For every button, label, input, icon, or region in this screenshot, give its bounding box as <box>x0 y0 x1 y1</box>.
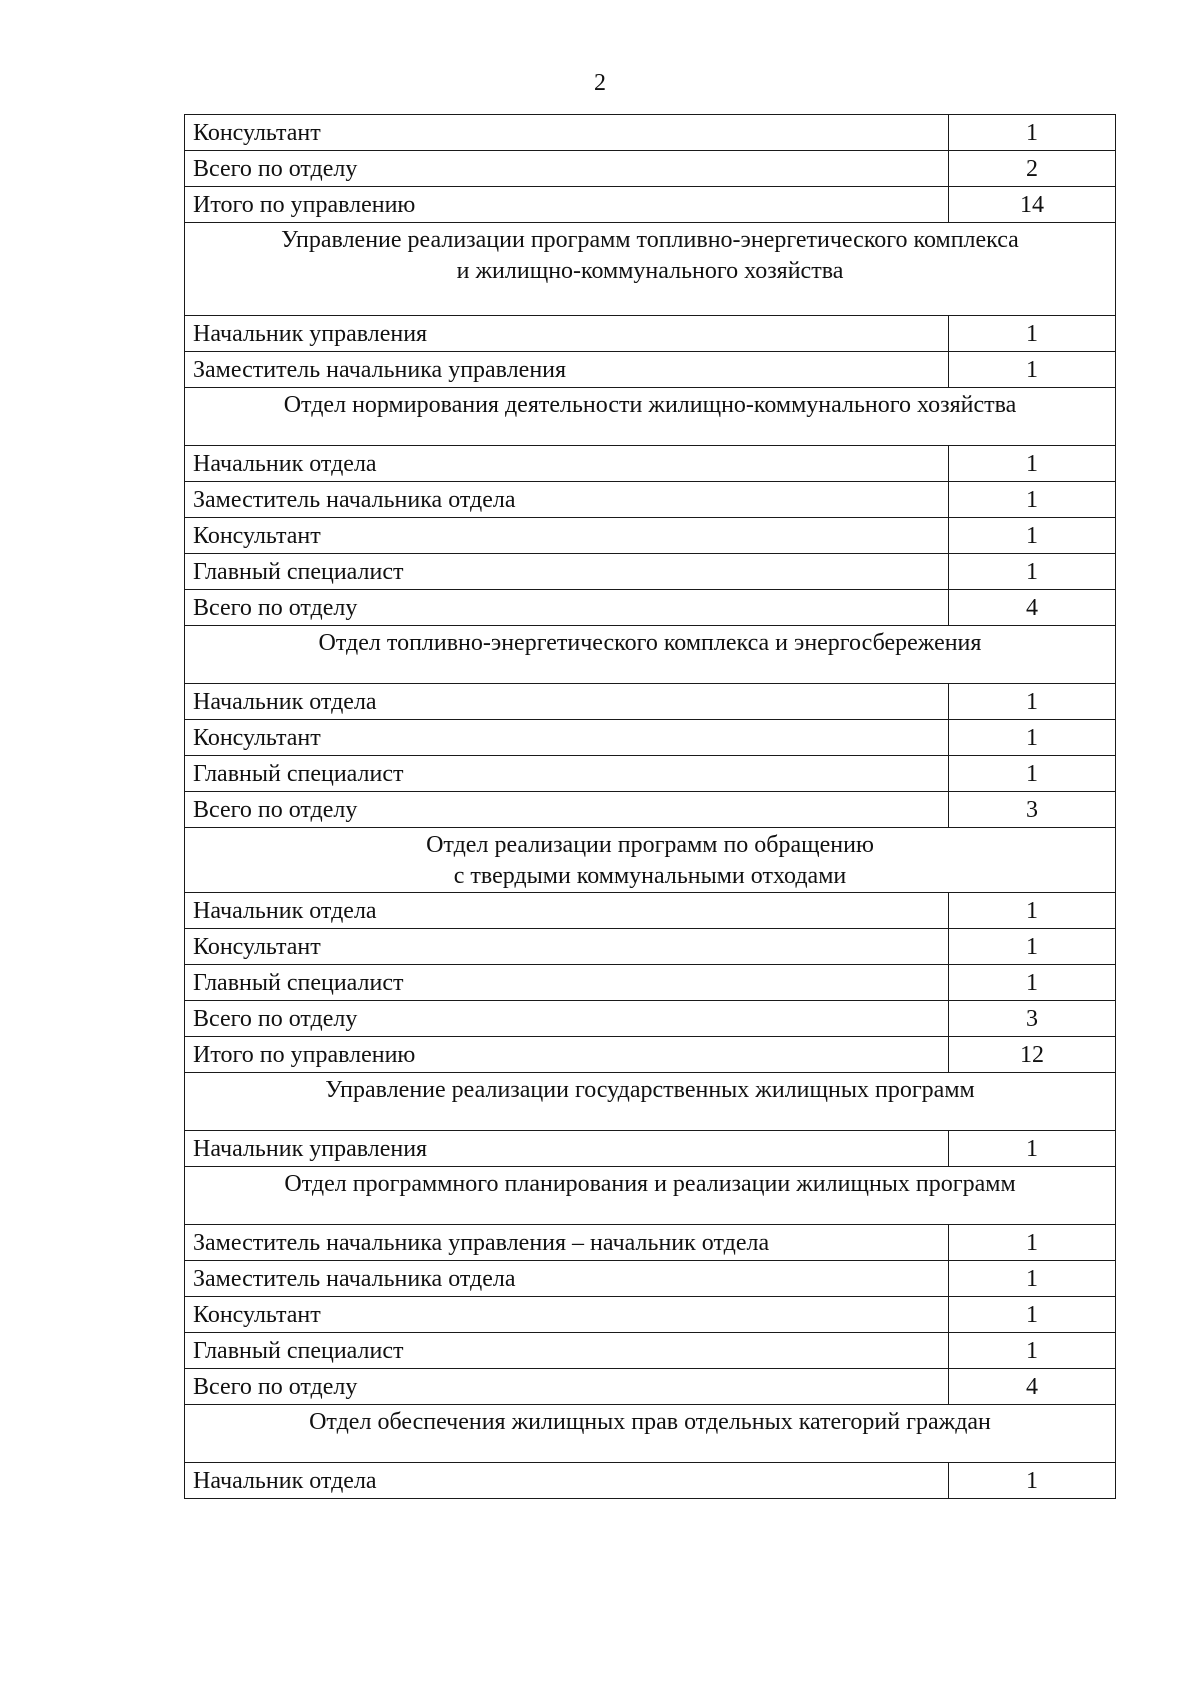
position-title: Главный специалист <box>185 965 949 1001</box>
section-header-row <box>185 828 1116 893</box>
position-count: 1 <box>949 720 1116 756</box>
section-header-row <box>185 1167 1116 1225</box>
section-header-row <box>185 626 1116 684</box>
section-title-line: с твердыми коммунальными отходами <box>453 863 847 889</box>
section-title <box>185 1167 1116 1225</box>
position-row <box>185 929 1116 965</box>
position-count: 1 <box>949 684 1116 720</box>
position-count: 1 <box>949 965 1116 1001</box>
position-count: 4 <box>949 590 1116 626</box>
position-count: 1 <box>949 1333 1116 1369</box>
position-count: 1 <box>949 316 1116 352</box>
position-title: Всего по отделу <box>185 1369 949 1405</box>
section-title-line: Отдел программного планирования и реализации жилищных программ <box>284 1171 1016 1197</box>
section-header-row <box>185 388 1116 446</box>
section-title <box>185 828 1116 893</box>
position-count: 12 <box>949 1037 1116 1073</box>
section-title-line: Управление реализации программ топливно-энергетического комплекса <box>281 227 1019 253</box>
section-title <box>185 626 1116 684</box>
position-count: 1 <box>949 1131 1116 1167</box>
section-title <box>185 388 1116 446</box>
position-row <box>185 1261 1116 1297</box>
position-count: 1 <box>949 482 1116 518</box>
position-count: 1 <box>949 518 1116 554</box>
section-title-line: и жилищно-коммунального хозяйства <box>456 258 844 284</box>
section-title-line: Отдел реализации программ по обращению <box>426 832 874 858</box>
position-count: 1 <box>949 1463 1116 1499</box>
position-row <box>185 590 1116 626</box>
staffing-table <box>184 114 1116 1499</box>
position-count: 4 <box>949 1369 1116 1405</box>
position-row <box>185 756 1116 792</box>
position-count: 3 <box>949 1001 1116 1037</box>
position-count: 1 <box>949 1225 1116 1261</box>
position-row <box>185 446 1116 482</box>
position-title: Консультант <box>185 115 949 151</box>
position-title: Всего по отделу <box>185 1001 949 1037</box>
position-title: Консультант <box>185 720 949 756</box>
position-title: Всего по отделу <box>185 151 949 187</box>
position-row <box>185 1463 1116 1499</box>
section-header-row <box>185 1405 1116 1463</box>
position-row <box>185 684 1116 720</box>
position-row <box>185 1369 1116 1405</box>
position-count: 1 <box>949 1261 1116 1297</box>
position-count: 1 <box>949 756 1116 792</box>
position-title: Итого по управлению <box>185 1037 949 1073</box>
position-row <box>185 1037 1116 1073</box>
position-title: Консультант <box>185 929 949 965</box>
position-count: 1 <box>949 446 1116 482</box>
position-count: 14 <box>949 187 1116 223</box>
position-count: 1 <box>949 352 1116 388</box>
section-title <box>185 223 1116 316</box>
position-row <box>185 720 1116 756</box>
position-title: Заместитель начальника управления – начальник отдела <box>185 1225 949 1261</box>
position-row <box>185 1333 1116 1369</box>
position-count: 1 <box>949 893 1116 929</box>
position-count: 3 <box>949 792 1116 828</box>
position-title: Начальник отдела <box>185 1463 949 1499</box>
position-title: Заместитель начальника управления <box>185 352 949 388</box>
position-row <box>185 482 1116 518</box>
position-count: 1 <box>949 554 1116 590</box>
section-title-line: Управление реализации государственных жилищных программ <box>325 1077 975 1103</box>
position-row <box>185 1131 1116 1167</box>
section-header-row <box>185 1073 1116 1131</box>
position-title: Итого по управлению <box>185 187 949 223</box>
section-title-line: Отдел нормирования деятельности жилищно-коммунального хозяйства <box>283 392 1017 418</box>
position-title: Главный специалист <box>185 756 949 792</box>
position-row <box>185 792 1116 828</box>
position-row <box>185 187 1116 223</box>
position-row <box>185 1001 1116 1037</box>
page-number: 2 <box>594 70 606 96</box>
position-row <box>185 893 1116 929</box>
position-row <box>185 554 1116 590</box>
position-title: Заместитель начальника отдела <box>185 1261 949 1297</box>
section-title-line: Отдел топливно-энергетического комплекса и энергосбережения <box>318 630 982 656</box>
section-title <box>185 1073 1116 1131</box>
position-row <box>185 1225 1116 1261</box>
staffing-table-body <box>185 115 1116 1499</box>
position-title: Начальник управления <box>185 1131 949 1167</box>
position-title: Начальник отдела <box>185 446 949 482</box>
position-title: Заместитель начальника отдела <box>185 482 949 518</box>
position-title: Всего по отделу <box>185 792 949 828</box>
position-count: 1 <box>949 1297 1116 1333</box>
section-title-line: Отдел обеспечения жилищных прав отдельных категорий граждан <box>309 1409 991 1435</box>
position-count: 1 <box>949 929 1116 965</box>
position-count: 1 <box>949 115 1116 151</box>
section-title <box>185 1405 1116 1463</box>
position-row <box>185 316 1116 352</box>
position-row <box>185 115 1116 151</box>
position-row <box>185 965 1116 1001</box>
position-title: Главный специалист <box>185 1333 949 1369</box>
position-title: Консультант <box>185 518 949 554</box>
section-header-row <box>185 223 1116 316</box>
position-count: 2 <box>949 151 1116 187</box>
position-title: Начальник отдела <box>185 684 949 720</box>
position-title: Начальник отдела <box>185 893 949 929</box>
position-row <box>185 151 1116 187</box>
position-title: Консультант <box>185 1297 949 1333</box>
position-row <box>185 352 1116 388</box>
position-title: Всего по отделу <box>185 590 949 626</box>
position-title: Главный специалист <box>185 554 949 590</box>
position-title: Начальник управления <box>185 316 949 352</box>
position-row <box>185 518 1116 554</box>
position-row <box>185 1297 1116 1333</box>
